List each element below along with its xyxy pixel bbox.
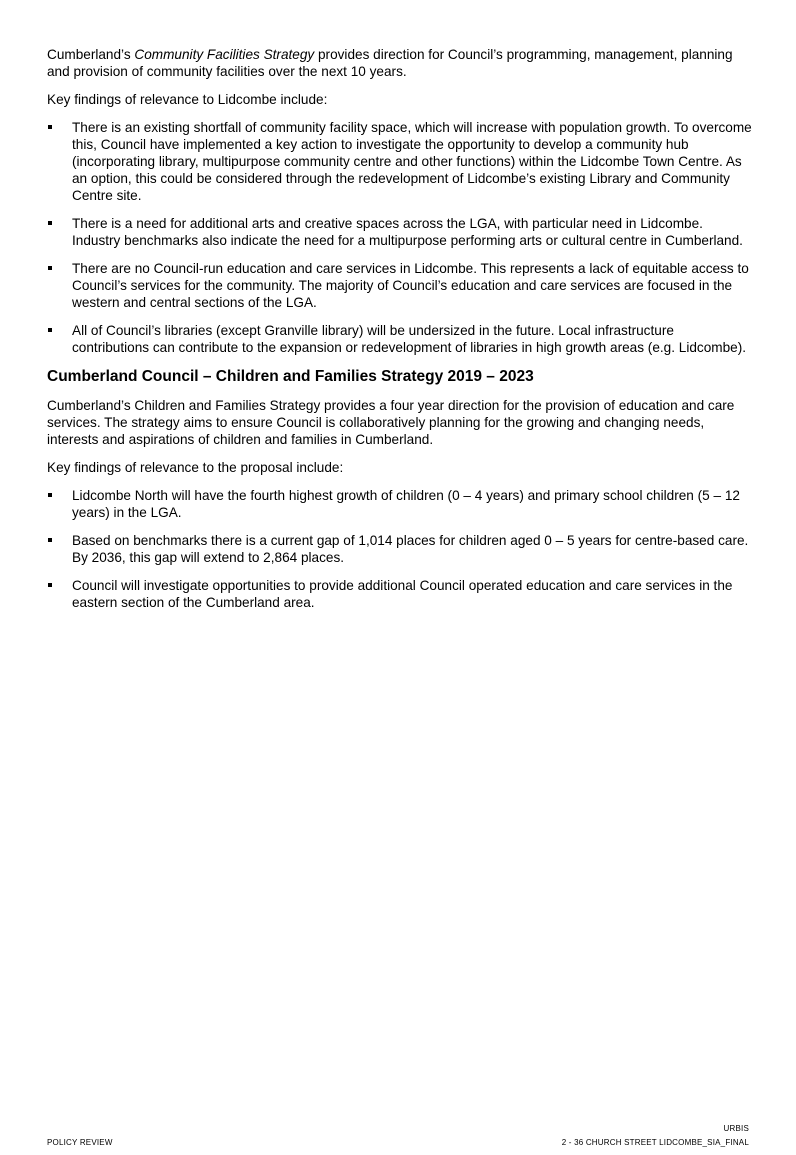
list-item-text: There is a need for additional arts and creative spaces across the LGA, with particular need in Lidcombe. Industry benchmarks also indicate the need for a multipurpose performing arts or cultural centre in Cumberland. [72,216,743,248]
list-item-text: Council will investigate opportunities to provide additional Council operated education and care services in the eastern section of the Cumberland area. [72,578,733,610]
findings-list-children-families [47,487,752,611]
list-item-text: There is an existing shortfall of community facility space, which will increase with population growth. To overcome this, Council have implemented a key action to investigate the opportunity to develop a community hub (incorporating library, multipurpose community centre and other functions) within the Lidcombe Town Centre. As an option, this could be considered through the redevelopment of Lidcombe’s existing Library and Community Centre site. [72,120,752,203]
page-content [47,46,752,622]
square-bullet-icon [48,328,52,332]
list-item [47,260,752,311]
footer-document: 2 - 36 CHURCH STREET LIDCOMBE_SIA_FINAL [561,1138,749,1147]
findings-intro-proposal: Key findings of relevance to the proposal include: [47,460,344,475]
findings-list-community-facilities [47,119,752,356]
square-bullet-icon [48,538,52,542]
strategy-title: Community Facilities Strategy [134,47,315,62]
list-item-text: Lidcombe North will have the fourth highest growth of children (0 – 4 years) and primary school children (5 – 12 years) in the LGA. [72,488,740,520]
list-item [47,487,752,521]
square-bullet-icon [48,221,52,225]
intro-text-before: Cumberland’s [47,47,135,62]
intro-paragraph [47,46,752,80]
section-paragraph: Cumberland’s Children and Families Strategy provides a four year direction for the provision of education and care services. The strategy aims to ensure Council is collaboratively planning for the growing and changing needs, interests and aspirations of children and families in Cumberland. [47,398,735,447]
list-item [47,322,752,356]
footer-section: POLICY REVIEW [47,1138,113,1147]
findings-intro-lidcombe: Key findings of relevance to Lidcombe include: [47,92,328,107]
list-item-text: There are no Council-run education and care services in Lidcombe. This represents a lack of equitable access to Council’s services for the community. The majority of Council’s education and care services are focused in the western and central sections of the LGA. [72,261,749,310]
footer-company: URBIS [723,1124,749,1133]
list-item-text: Based on benchmarks there is a current gap of 1,014 places for children aged 0 – 5 years for centre-based care. By 2036, this gap will extend to 2,864 places. [72,533,749,565]
square-bullet-icon [48,583,52,587]
page-footer [47,1138,749,1148]
section-heading: Cumberland Council – Children and Families Strategy 2019 – 2023 [47,368,534,385]
list-item [47,215,752,249]
square-bullet-icon [48,266,52,270]
square-bullet-icon [48,125,52,129]
list-item-text: All of Council’s libraries (except Granville library) will be undersized in the future. Local infrastructure contributions can contribute to the expansion or redevelopment of libraries in high growth areas (e.g. Lidcombe). [72,323,747,355]
list-item [47,119,752,204]
list-item [47,532,752,566]
intro-text-after: provides direction for Council’s programming, management, planning and provision of community facilities over the next 10 years. [47,47,733,79]
list-item [47,577,752,611]
square-bullet-icon [48,493,52,497]
